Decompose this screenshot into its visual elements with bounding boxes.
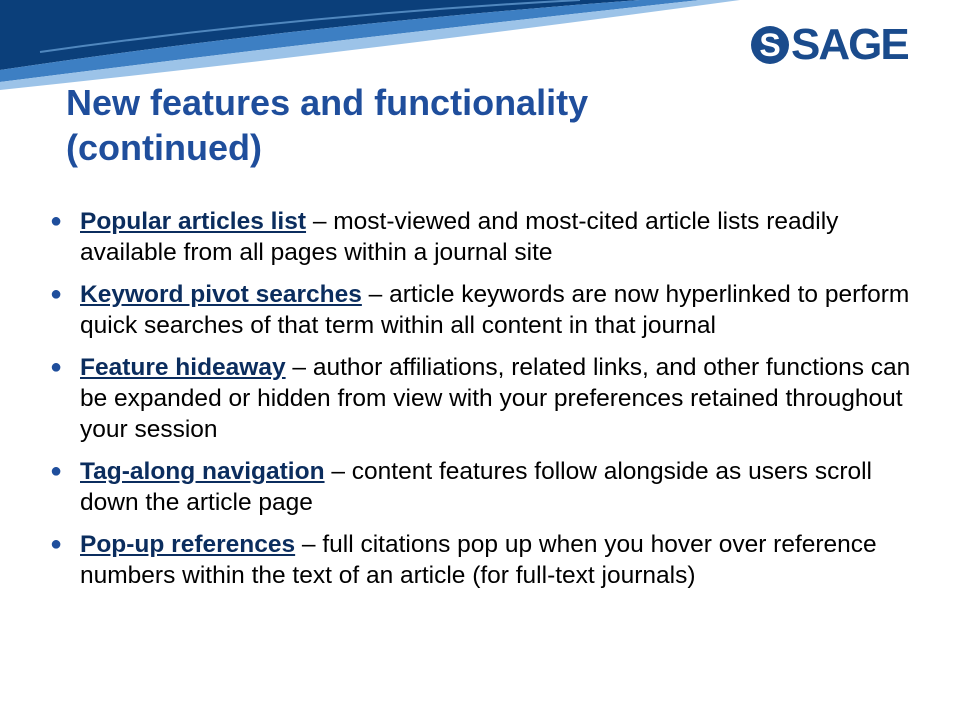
bullet-dot-icon: ●: [50, 356, 63, 378]
bullet-dot-icon: ●: [50, 283, 63, 305]
feature-item-tag-along: [48, 456, 928, 518]
slide-title: New features and functionality (continued): [66, 82, 589, 168]
feature-description: – full citations pop up when you hover over reference numbers within the text of an article (for full-text journals): [80, 531, 877, 589]
sage-logo: [751, 20, 908, 69]
feature-term: Keyword pivot searches: [80, 281, 362, 308]
feature-item-keyword-pivot: [48, 279, 928, 341]
feature-item-popular-articles: [48, 206, 928, 268]
sage-logo-text: SAGE: [791, 20, 908, 69]
feature-item-popup-references: [48, 529, 928, 591]
sage-logo-mark-icon: S: [751, 26, 789, 64]
feature-description: – most-viewed and most-cited article lists readily available from all pages within a journal site: [80, 208, 839, 266]
feature-term: Pop-up references: [80, 531, 296, 558]
bullet-dot-icon: ●: [50, 533, 63, 555]
feature-list: [48, 206, 928, 602]
feature-item-feature-hideaway: [48, 352, 928, 445]
feature-description: – content features follow alongside as users scroll down the article page: [80, 458, 873, 516]
feature-description: – article keywords are now hyperlinked to perform quick searches of that term within all content in that journal: [80, 281, 910, 339]
bullet-dot-icon: ●: [50, 460, 63, 482]
feature-term: Popular articles list: [80, 208, 307, 235]
feature-term: Tag-along navigation: [80, 458, 325, 485]
feature-description: – author affiliations, related links, and other functions can be expanded or hidden from view with your preferences retained throughout your session: [80, 354, 911, 443]
feature-term: Feature hideaway: [80, 354, 286, 381]
bullet-dot-icon: ●: [50, 210, 63, 232]
